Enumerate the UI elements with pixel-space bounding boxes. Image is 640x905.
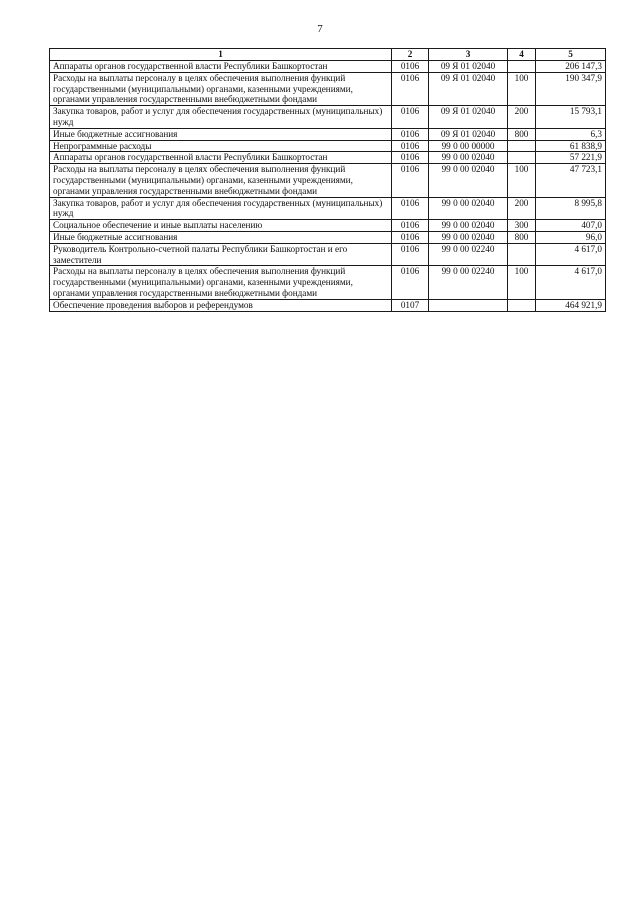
row-target-cell: 99 0 00 02040: [429, 164, 508, 197]
row-name-cell: Расходы на выплаты персоналу в целях обеспечения выполнения функций государственными (муниципальными) органами, казенными учреждениями, органами управления государственными внебюджетными фондами: [50, 266, 392, 299]
row-target-cell: 99 0 00 00000: [429, 140, 508, 152]
table-row: [50, 220, 606, 232]
row-type-cell: [508, 61, 536, 73]
row-section-cell: 0106: [392, 220, 429, 232]
row-amount-cell: 47 723,1: [536, 164, 606, 197]
row-target-cell: 09 Я 01 02040: [429, 61, 508, 73]
row-name-cell: Иные бюджетные ассигнования: [50, 128, 392, 140]
row-name-cell: Закупка товаров, работ и услуг для обеспечения государственных (муниципальных) нужд: [50, 197, 392, 220]
table-row: [50, 106, 606, 129]
header-cell-type: 4: [508, 49, 536, 61]
header-cell-target: 3: [429, 49, 508, 61]
row-target-cell: 99 0 00 02040: [429, 152, 508, 164]
header-row: [50, 49, 606, 61]
row-name-cell: Аппараты органов государственной власти Республики Башкортостан: [50, 61, 392, 73]
row-name-cell: Обеспечение проведения выборов и референдумов: [50, 299, 392, 311]
row-type-cell: 300: [508, 220, 536, 232]
header-cell-name: 1: [50, 49, 392, 61]
row-type-cell: [508, 152, 536, 164]
row-amount-cell: 4 617,0: [536, 266, 606, 299]
row-section-cell: 0106: [392, 72, 429, 105]
row-name-cell: Руководитель Контрольно-счетной палаты Республики Башкортостан и его заместители: [50, 243, 392, 266]
row-target-cell: 09 Я 01 02040: [429, 106, 508, 129]
page-number: 7: [317, 23, 323, 35]
table-row: [50, 164, 606, 197]
table-row: [50, 140, 606, 152]
row-type-cell: 800: [508, 128, 536, 140]
table-row: [50, 72, 606, 105]
header-cell-section: 2: [392, 49, 429, 61]
row-target-cell: 99 0 00 02240: [429, 266, 508, 299]
row-section-cell: 0107: [392, 299, 429, 311]
row-name-cell: Непрограммные расходы: [50, 140, 392, 152]
row-type-cell: 800: [508, 231, 536, 243]
row-target-cell: 99 0 00 02040: [429, 231, 508, 243]
table-row: [50, 152, 606, 164]
row-section-cell: 0106: [392, 61, 429, 73]
row-type-cell: [508, 299, 536, 311]
row-amount-cell: 15 793,1: [536, 106, 606, 129]
row-name-cell: Иные бюджетные ассигнования: [50, 231, 392, 243]
table-row: [50, 299, 606, 311]
row-name-cell: Аппараты органов государственной власти Республики Башкортостан: [50, 152, 392, 164]
row-section-cell: 0106: [392, 140, 429, 152]
row-type-cell: 200: [508, 197, 536, 220]
row-section-cell: 0106: [392, 152, 429, 164]
row-name-cell: Расходы на выплаты персоналу в целях обеспечения выполнения функций государственными (муниципальными) органами, казенными учреждениями, органами управления государственными внебюджетными фондами: [50, 164, 392, 197]
row-section-cell: 0106: [392, 106, 429, 129]
row-amount-cell: 190 347,9: [536, 72, 606, 105]
row-amount-cell: 6,3: [536, 128, 606, 140]
row-section-cell: 0106: [392, 164, 429, 197]
row-type-cell: [508, 140, 536, 152]
row-section-cell: 0106: [392, 231, 429, 243]
row-amount-cell: 61 838,9: [536, 140, 606, 152]
row-amount-cell: 4 617,0: [536, 243, 606, 266]
row-target-cell: 09 Я 01 02040: [429, 72, 508, 105]
row-type-cell: 100: [508, 266, 536, 299]
row-section-cell: 0106: [392, 266, 429, 299]
row-target-cell: 99 0 00 02040: [429, 220, 508, 232]
row-amount-cell: 8 995,8: [536, 197, 606, 220]
header-cell-amount: 5: [536, 49, 606, 61]
table-row: [50, 243, 606, 266]
row-type-cell: 100: [508, 72, 536, 105]
table-row: [50, 128, 606, 140]
row-section-cell: 0106: [392, 128, 429, 140]
table-row: [50, 231, 606, 243]
row-name-cell: Социальное обеспечение и иные выплаты населению: [50, 220, 392, 232]
row-target-cell: 99 0 00 02240: [429, 243, 508, 266]
row-amount-cell: 407,0: [536, 220, 606, 232]
table-body: [50, 61, 606, 312]
row-target-cell: 99 0 00 02040: [429, 197, 508, 220]
row-amount-cell: 206 147,3: [536, 61, 606, 73]
table-row: [50, 266, 606, 299]
table-row: [50, 197, 606, 220]
row-amount-cell: 464 921,9: [536, 299, 606, 311]
row-type-cell: 200: [508, 106, 536, 129]
budget-table: [49, 48, 606, 312]
table-row: [50, 61, 606, 73]
row-target-cell: 09 Я 01 02040: [429, 128, 508, 140]
row-section-cell: 0106: [392, 243, 429, 266]
row-amount-cell: 96,0: [536, 231, 606, 243]
row-name-cell: Закупка товаров, работ и услуг для обеспечения государственных (муниципальных) нужд: [50, 106, 392, 129]
row-section-cell: 0106: [392, 197, 429, 220]
row-type-cell: [508, 243, 536, 266]
row-type-cell: 100: [508, 164, 536, 197]
row-amount-cell: 57 221,9: [536, 152, 606, 164]
row-name-cell: Расходы на выплаты персоналу в целях обеспечения выполнения функций государственными (муниципальными) органами, казенными учреждениями, органами управления государственными внебюджетными фондами: [50, 72, 392, 105]
row-target-cell: [429, 299, 508, 311]
